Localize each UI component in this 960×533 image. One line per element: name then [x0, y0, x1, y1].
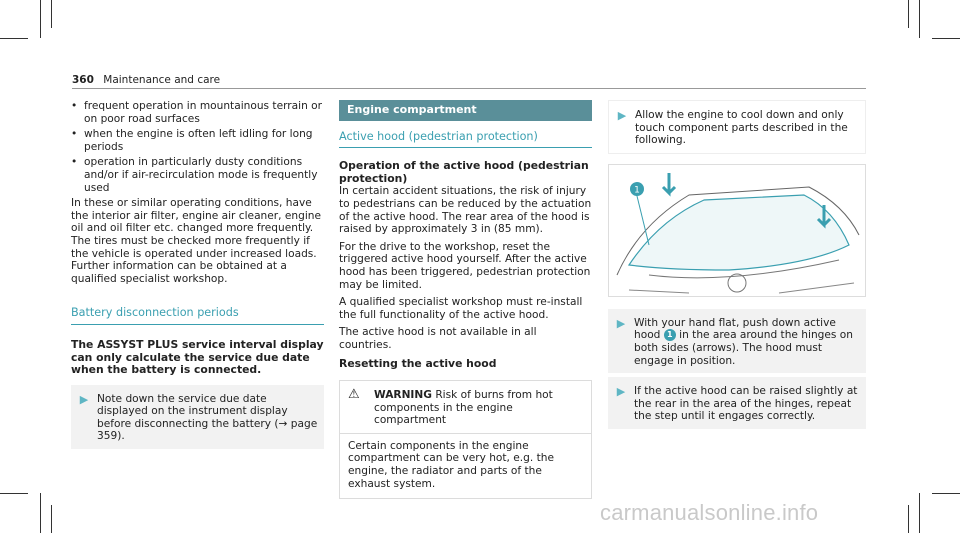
- warning-body: Certain components in the engine compartment can be very hot, e.g. the engine, the radiator and parts of the exhaust system.: [340, 433, 591, 498]
- svg-text:1: 1: [634, 185, 640, 196]
- down-arrow-icon: [663, 173, 675, 193]
- step-arrow-icon: ▶: [617, 109, 627, 122]
- step-text: Note down the service due date displayed on the instrument display before disconnecting the battery (→ page 359).: [97, 392, 318, 443]
- crop-mark: [0, 493, 28, 494]
- list-item: • when the engine is often left idling for long periods: [71, 128, 313, 153]
- crop-mark: [0, 38, 28, 39]
- body-paragraph: For the drive to the workshop, reset the triggered active hood yourself. After the active hood has been triggered, pedestrian protection may be limited.: [339, 240, 591, 291]
- column-left: [71, 100, 324, 449]
- crop-mark: [51, 505, 52, 533]
- crop-mark: [908, 505, 909, 533]
- body-paragraph: A qualified specialist workshop must re-install the full functionality of the active hood.: [339, 296, 583, 321]
- crop-mark: [51, 0, 52, 28]
- crop-mark: [40, 493, 41, 533]
- hood-illustration: [608, 164, 866, 297]
- section-heading-active-hood: Active hood (pedestrian protection): [339, 131, 592, 149]
- warning-box: [339, 380, 592, 499]
- page-number: 360: [72, 74, 94, 86]
- bullet-icon: •: [71, 128, 78, 141]
- operation-heading: Operation of the active hood (pedestrian protection): [339, 159, 589, 185]
- list-item: • frequent operation in mountainous terrain or on poor road surfaces: [71, 100, 322, 125]
- section-heading-battery: Battery disconnection periods: [71, 307, 324, 325]
- instruction-step: [608, 309, 866, 373]
- car-hood-drawing: [609, 165, 865, 296]
- instruction-step: [608, 377, 866, 429]
- step-arrow-icon: ▶: [616, 385, 626, 399]
- crop-mark: [908, 0, 909, 28]
- crop-mark: [932, 38, 960, 39]
- step-text: With your hand flat, push down active hood: [634, 316, 836, 342]
- list-item: • operation in particularly dusty conditions and/or if air-recirculation mode is frequently used: [71, 156, 318, 194]
- crop-mark: [919, 0, 920, 38]
- resetting-heading: Resetting the active hood: [339, 356, 497, 370]
- step-text: If the active hood can be raised slightly at the rear in the area of the hinges, repeat the step until it engages correctly.: [634, 385, 858, 423]
- callout-badge: 1: [664, 329, 676, 341]
- warning-header: [340, 381, 591, 433]
- column-middle: [339, 100, 592, 499]
- column-right: [608, 100, 866, 429]
- body-paragraph: The active hood is not available in all countries.: [339, 326, 537, 351]
- assyst-heading: The ASSYST PLUS service interval display can only calculate the service due date when the battery is connected.: [71, 337, 324, 377]
- crop-mark: [40, 0, 41, 38]
- warning-title: Risk of burns from hot components in the engine compartment: [374, 389, 553, 427]
- bullet-icon: •: [71, 156, 78, 169]
- step-text: Allow the engine to cool down and only touch component parts described in the following.: [635, 109, 848, 147]
- section-title: Maintenance and care: [103, 74, 221, 86]
- header-rule: [72, 88, 866, 89]
- instruction-step: [608, 100, 866, 154]
- bullet-icon: •: [71, 100, 78, 112]
- crop-mark: [932, 493, 960, 494]
- body-paragraph: In certain accident situations, the risk of injury to pedestrians can be reduced by the actuation of the active hood. The rear area of the hood is raised by approximately 3 in (85 mm).: [339, 185, 592, 236]
- instruction-step: [71, 385, 324, 449]
- step-text: in the area around the hinges on both sides (arrows). The hood must engage in position.: [634, 329, 853, 367]
- body-paragraph: In these or similar operating conditions, have the interior air filter, engine air cleaner, engine oil and oil filter etc. changed more frequently. The tires must be checked more frequently if the vehicle is operated under increased loads. Further information can be obtained at a qualified specialist workshop.: [71, 197, 322, 285]
- warning-triangle-icon: ⚠: [348, 387, 360, 403]
- step-arrow-icon: ▶: [79, 392, 89, 406]
- engine-compartment-bar: Engine compartment: [339, 100, 592, 121]
- watermark: carmanualsonline.info: [600, 500, 819, 525]
- warning-label: WARNING: [374, 389, 432, 402]
- crop-mark: [919, 493, 920, 533]
- page-header: [72, 74, 220, 86]
- step-arrow-icon: ▶: [616, 316, 626, 330]
